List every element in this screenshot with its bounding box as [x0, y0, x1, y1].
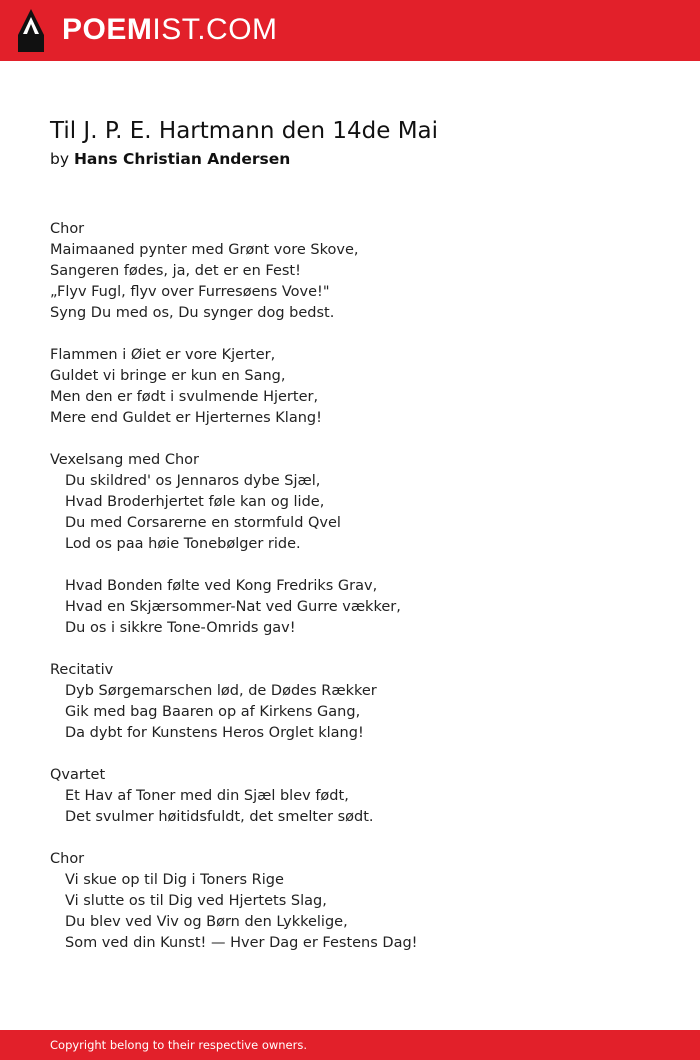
poem-line: Vi slutte os til Dig ved Hjertets Slag,: [65, 893, 327, 909]
poem-line: Maimaaned pynter med Grønt vore Skove,: [50, 242, 359, 258]
poem-line: Chor: [50, 221, 85, 237]
poem-line: Lod os paa høie Tonebølger ride.: [65, 536, 301, 552]
poem-line: Da dybt for Kunstens Heros Orglet klang!: [65, 725, 364, 741]
byline-prefix: by: [50, 150, 70, 168]
byline: [50, 148, 290, 170]
poem-line: Du blev ved Viv og Børn den Lykkelige,: [65, 914, 348, 930]
poem-stanza: [50, 765, 670, 828]
poem-line: Du os i sikkre Tone-Omrids gav!: [65, 620, 296, 636]
poem-line: Guldet vi bringe er kun en Sang,: [50, 368, 286, 384]
pencil-icon[interactable]: [18, 9, 44, 52]
poem-title: Til J. P. E. Hartmann den 14de Mai: [50, 118, 439, 144]
poem-stanza: [50, 849, 670, 954]
poem-line: Et Hav af Toner med din Sjæl blev født,: [65, 788, 349, 804]
poem-line: Flammen i Øiet er vore Kjerter,: [50, 347, 276, 363]
poem-line: Du skildred' os Jennaros dybe Sjæl,: [65, 473, 321, 489]
poem-stanza: [50, 345, 670, 429]
poem-line: Mere end Guldet er Hjerternes Klang!: [50, 410, 322, 426]
poem-stanza: [50, 450, 670, 555]
author-name[interactable]: Hans Christian Andersen: [73, 150, 291, 168]
logo-brand-strong: POEM: [62, 13, 153, 46]
poem-line: Det svulmer høitidsfuldt, det smelter sødt.: [65, 809, 374, 825]
poem-line: „Flyv Fugl, flyv over Furresøens Vove!": [50, 284, 330, 300]
poem-line: Vexelsang med Chor: [50, 452, 199, 468]
poem-line: Qvartet: [50, 767, 106, 783]
site-footer: [0, 1030, 700, 1060]
poem-line: Vi skue op til Dig i Toners Rige: [65, 872, 284, 888]
poem-line: Sangeren fødes, ja, det er en Fest!: [50, 263, 301, 279]
logo-brand-light: IST.COM: [152, 13, 278, 46]
poem-line: Men den er født i svulmende Hjerter,: [50, 389, 319, 405]
poem-line: Syng Du med os, Du synger dog bedst.: [50, 305, 335, 321]
poem-line: Dyb Sørgemarschen lød, de Dødes Rækker: [65, 683, 377, 699]
poem-line: Hvad Broderhjertet føle kan og lide,: [65, 494, 325, 510]
poem-line: Gik med bag Baaren op af Kirkens Gang,: [65, 704, 361, 720]
poem-line: Du med Corsarerne en stormfuld Qvel: [65, 515, 341, 531]
poem-stanza: [50, 576, 670, 639]
poem-stanza: [50, 219, 670, 324]
poem-line: Hvad en Skjærsommer-Nat ved Gurre vækker,: [65, 599, 401, 615]
poem-line: Chor: [50, 851, 85, 867]
poem-line: Som ved din Kunst! — Hver Dag er Festens Dag!: [65, 935, 418, 951]
site-header: [0, 0, 700, 61]
poem-line: Hvad Bonden følte ved Kong Fredriks Grav,: [65, 578, 378, 594]
poem-stanza: [50, 660, 670, 744]
poem-body: [50, 219, 670, 975]
poem-line: Recitativ: [50, 662, 114, 678]
copyright-text: Copyright belong to their respective owners.: [50, 1038, 308, 1052]
site-logo[interactable]: [62, 13, 278, 47]
